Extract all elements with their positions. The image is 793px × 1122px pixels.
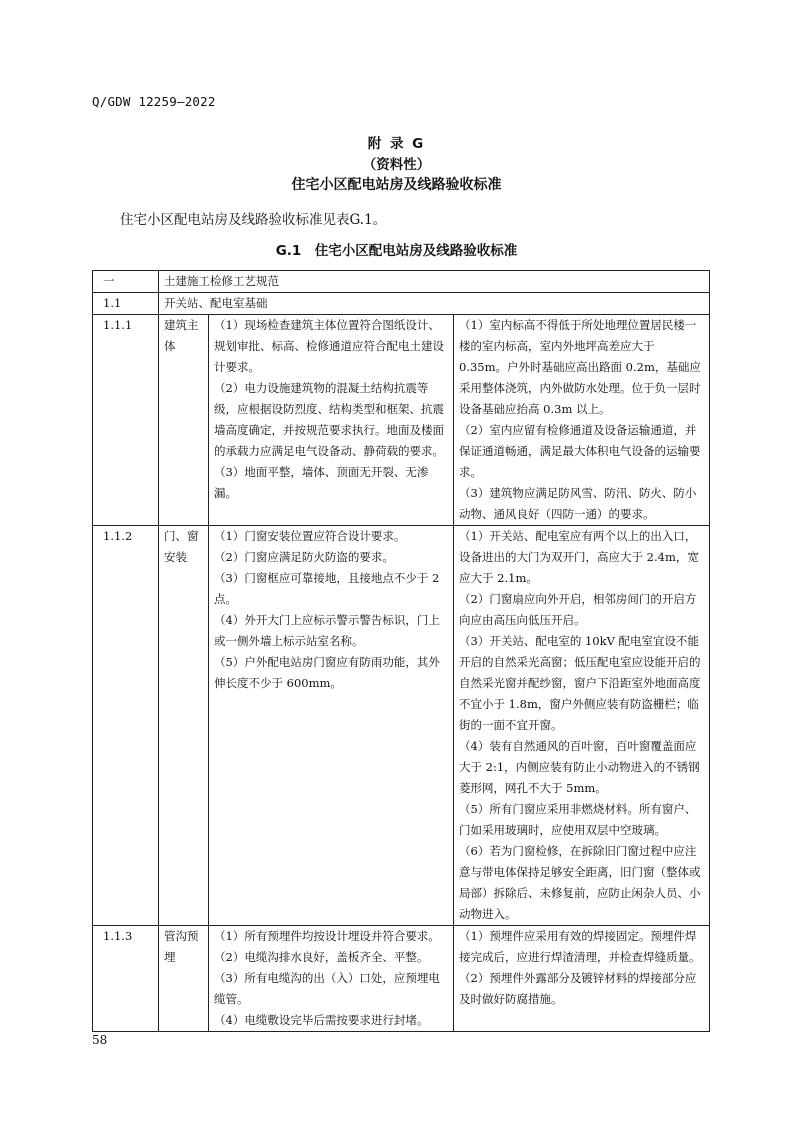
row-number: 1.1.3 [93,926,159,1032]
table-row-subsection [93,293,710,315]
requirement-text: （2）电缆沟排水良好，盖板齐全、平整。 [214,950,429,964]
table-row-item [93,315,710,526]
standard-text: （3）建筑物应满足防风雪、防汛、防火、防小动物、通风良好（四防一通）的要求。 [459,486,697,521]
item-name: 管沟预埋 [159,926,209,1032]
item-name: 门、窗安装 [159,526,209,926]
standard-text: （2）室内应留有检修通道及设备运输通道，并保证通道畅通，满足最大体积电气设备的运输要求。 [459,423,701,479]
row-number: 1.1.1 [93,315,159,526]
row-title: 土建施工检修工艺规范 [159,271,710,293]
intro-paragraph: 住宅小区配电站房及线路验收标准见表G.1。 [120,212,387,228]
row-number: 1.1.2 [93,526,159,926]
item-name: 建筑主体 [159,315,209,526]
standard-text: （1）开关站、配电室应有两个以上的出入口，设备进出的大门为双开门，高应大于 2.4m，宽应大于 2.1m。 [459,529,699,585]
table-row-item [93,526,710,926]
standard-text: （6）若为门窗检修，在拆除旧门窗过程中应注意与带电体保持足够安全距离，旧门窗（整体或局部）拆除后、未修复前，应防止闲杂人员、小动物进入。 [459,844,701,921]
row-number: 一 [93,271,159,293]
requirement-text: （4）电缆敷设完毕后需按要求进行封堵。 [214,1013,429,1027]
requirement-text: （4）外开大门上应标示警示警告标识，门上或一侧外墙上标示站室名称。 [214,613,440,648]
standard-text: （2）预埋件外露部分及镀锌材料的焊接部分应及时做好防腐措施。 [459,971,697,1006]
appendix-nature: （资料性） [362,157,431,173]
requirements-cell [209,526,454,926]
standard-text: （1）预埋件应采用有效的焊接固定。预埋件焊接完成后，应进行焊渣清理，并检查焊缝质量。 [459,929,701,964]
standard-text: （5）所有门窗应采用非燃烧材料。所有窗户、门如采用玻璃时，应使用双层中空玻璃。 [459,802,697,837]
requirement-text: （3）门窗框应可靠接地，且接地点不少于 2 点。 [214,571,440,606]
standard-text: （2）门窗扇应向外开启，相邻房间门的开启方向应由高压向低压开启。 [459,592,697,627]
standard-text: （1）室内标高不得低于所处地理位置居民楼一楼的室内标高，室内外地坪高差应大于 0.35m。户外时基础应高出路面 0.2m，基础应采用整体浇筑，内外做防水处理。位于负一层时设备基础应抬高 0.3m 以上。 [459,318,701,416]
document-code: Q/GDW 12259—2022 [92,94,216,109]
requirement-text: （3）地面平整，墙体、顶面无开裂、无渗漏。 [214,465,429,500]
requirement-text: （3）所有电缆沟的出（入）口处，应预埋电缆管。 [214,971,440,1006]
appendix-title: 附 录 G [367,136,426,152]
row-title: 开关站、配电室基础 [159,293,710,315]
standard-text: （4）装有自然通风的百叶窗，百叶窗覆盖面应大于 2:1，内侧应装有防止小动物进入的不锈钢菱形网，网孔不大于 5mm。 [459,739,700,795]
acceptance-standard-table [92,270,710,1032]
standards-cell [454,526,710,926]
row-number: 1.1 [93,293,159,315]
table-row-section [93,271,710,293]
requirement-text: （1）现场检查建筑主体位置符合图纸设计、规划审批、标高、检修通道应符合配电土建设计要求。 [214,318,444,374]
requirement-text: （1）所有预埋件均按设计埋设并符合要求。 [214,929,440,943]
table-caption: G.1 住宅小区配电站房及线路验收标准 [275,243,518,259]
appendix-name: 住宅小区配电站房及线路验收标准 [291,177,502,193]
table-row-item [93,926,710,1032]
requirement-text: （2）门窗应满足防火防盗的要求。 [214,550,394,564]
standards-cell [454,315,710,526]
standards-cell [454,926,710,1032]
standard-text: （3）开关站、配电室的 10kV 配电室宜设不能开启的自然采光高窗；低压配电室应设能开启的自然采光窗并配纱窗，窗户下沿距室外地面高度不宜小于 1.8m，窗户外侧应装有防盗栅栏；临街的一面不宜开窗。 [459,634,701,732]
requirements-cell [209,926,454,1032]
requirement-text: （1）门窗安装位置应符合设计要求。 [214,529,406,543]
requirements-cell [209,315,454,526]
page-number: 58 [92,1033,108,1047]
requirement-text: （2）电力设施建筑物的混凝土结构抗震等级，应根据设防烈度、结构类型和框架、抗震墙高度确定，并按规范要求执行。地面及楼面的承载力应满足电气设备动、静荷载的要求。 [214,381,444,458]
requirement-text: （5）户外配电站房门窗应有防雨功能，其外伸长度不少于 600mm。 [214,655,440,690]
